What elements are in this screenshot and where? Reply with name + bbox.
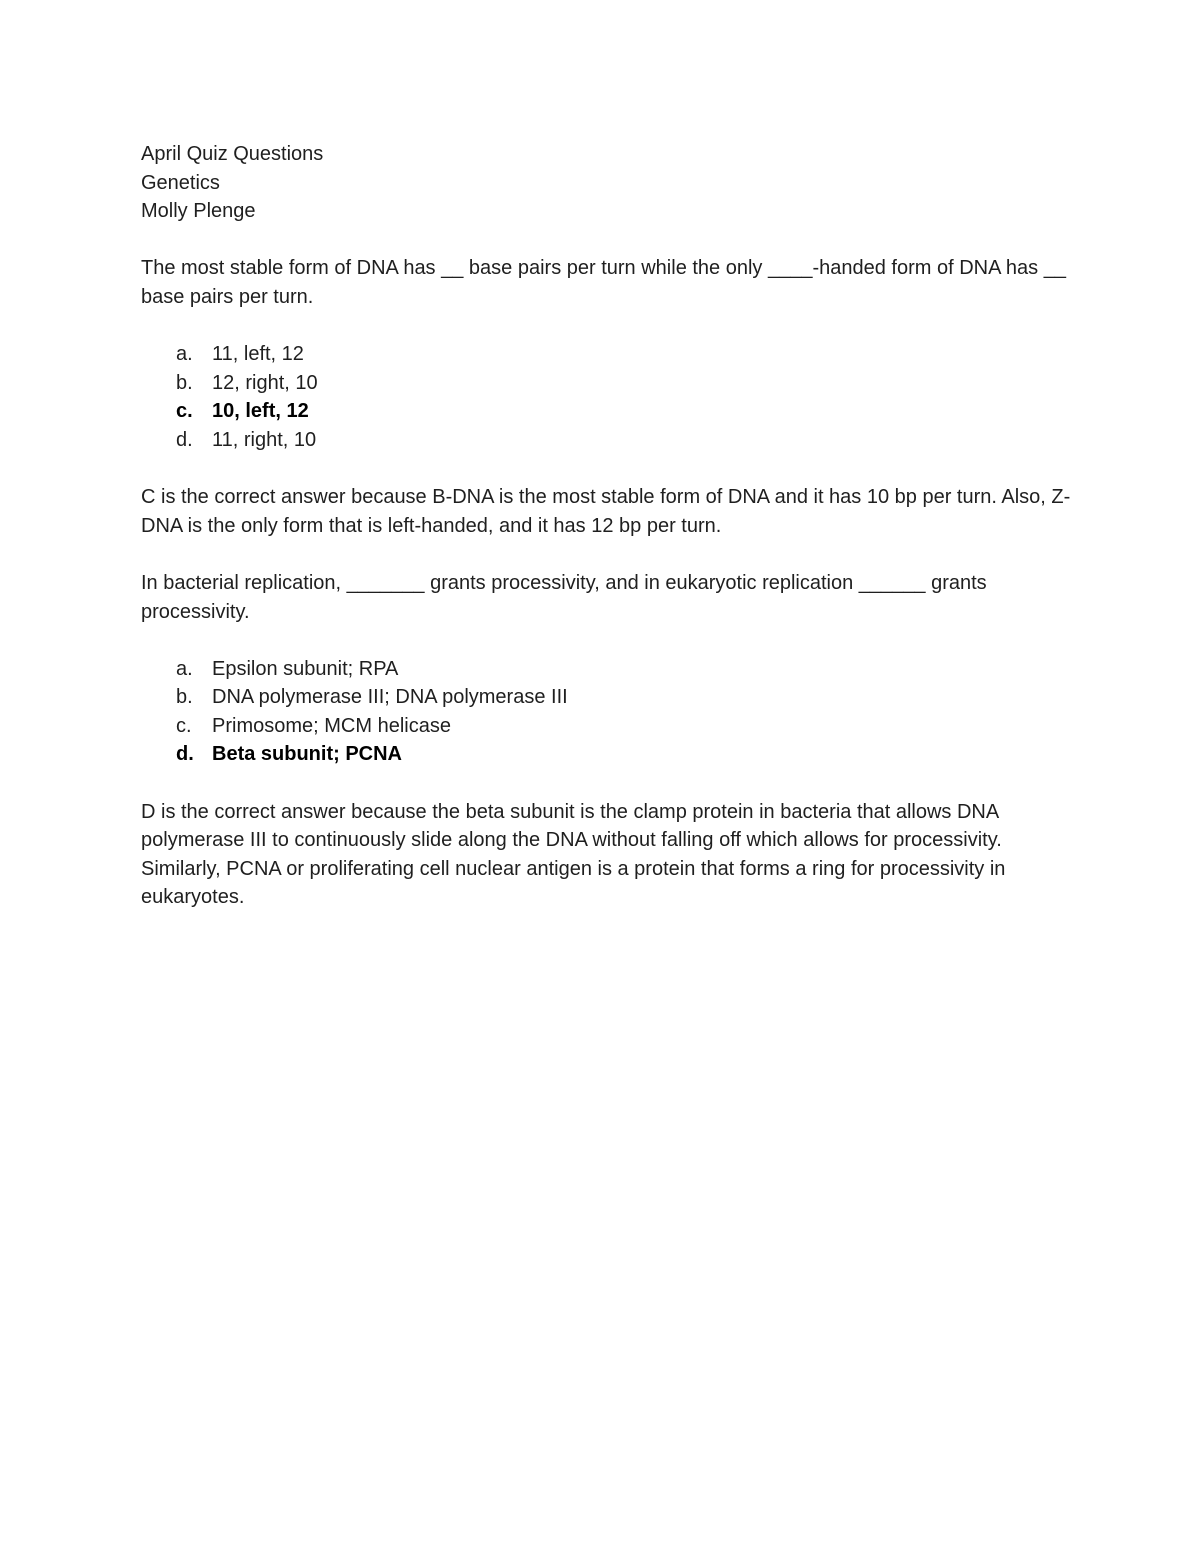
spacer (141, 540, 1081, 569)
spacer (141, 626, 1081, 655)
spacer (141, 455, 1081, 484)
document-title: April Quiz Questions (141, 143, 324, 165)
spacer (141, 226, 1081, 255)
question-2-explanation: D is the correct answer because the beta subunit is the clamp protein in bacteria that allows DNA polymerase III to continuously slide along the DNA without falling off which allows for processivity. Similarly, PCNA or proliferating cell nuclear antigen is a protein that forms a ring for processivity in eukaryotes. (141, 800, 1006, 909)
option-text: 11, left, 12 (212, 343, 304, 366)
question-1-options (141, 340, 1081, 454)
question-2-option-a (141, 655, 1081, 684)
spacer (141, 312, 1081, 341)
option-letter: c. (176, 714, 192, 737)
question-2-option-b (141, 683, 1081, 712)
question-1-option-a (141, 340, 1081, 369)
option-text: 10, left, 12 (212, 400, 309, 423)
document-author: Molly Plenge (141, 200, 256, 223)
question-1-prompt: The most stable form of DNA has __ base pairs per turn while the only ____-handed form of DNA has __ base pairs per turn. (141, 257, 1066, 308)
option-text: 12, right, 10 (212, 371, 318, 394)
question-1-option-d (141, 426, 1081, 455)
question-2-option-c (141, 712, 1081, 741)
question-2-prompt: In bacterial replication, _______ grants processivity, and in eukaryotic replication ______ grants processivity. (141, 571, 987, 623)
spacer (141, 769, 1081, 798)
option-text: 11, right, 10 (212, 428, 317, 451)
option-text: Primosome; MCM helicase (212, 714, 451, 737)
document-page (141, 140, 1081, 912)
option-letter: a. (176, 657, 193, 680)
option-letter: c. (176, 400, 193, 423)
question-2-options (141, 655, 1081, 769)
option-text: Beta subunit; PCNA (212, 743, 402, 766)
option-letter: b. (176, 371, 193, 394)
question-1-option-c-correct (141, 397, 1081, 426)
option-letter: b. (176, 686, 193, 709)
option-text: DNA polymerase III; DNA polymerase III (212, 686, 568, 709)
document-subject: Genetics (141, 171, 220, 194)
option-letter: a. (176, 343, 193, 366)
question-1-option-b (141, 369, 1081, 398)
option-letter: d. (176, 428, 193, 451)
option-text: Epsilon subunit; RPA (212, 657, 399, 680)
question-2-option-d-correct (141, 740, 1081, 769)
question-1-explanation: C is the correct answer because B-DNA is the most stable form of DNA and it has 10 bp per turn. Also, Z-DNA is the only form that is left-handed, and it has 12 bp per turn. (141, 486, 1071, 537)
option-letter: d. (176, 743, 194, 766)
